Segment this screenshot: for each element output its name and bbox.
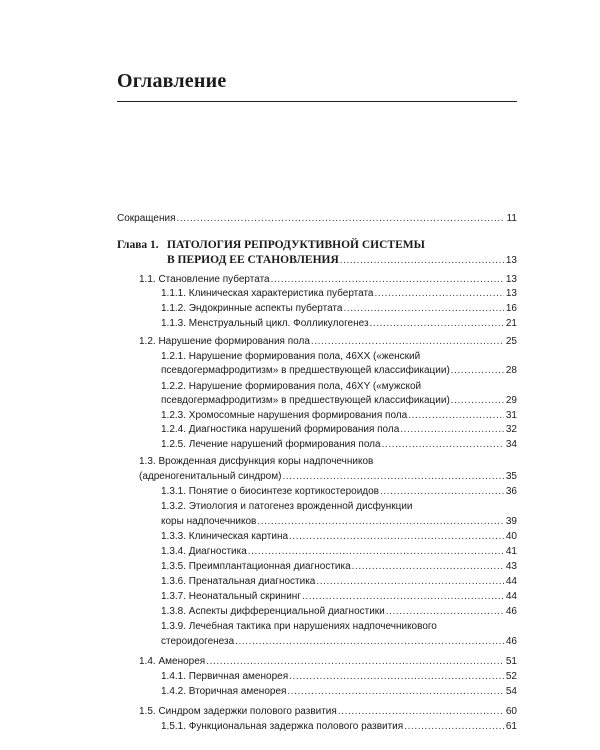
leader-dots	[271, 273, 504, 286]
leader-dots	[340, 254, 505, 268]
toc-entry-title: 1.2.4. Диагностика нарушений формирования пола	[161, 424, 400, 435]
toc-entry-title: (адреногенитальный синдром)	[139, 471, 282, 482]
toc-entry-title: Сокращения	[117, 213, 176, 224]
toc-entry[interactable]	[161, 590, 517, 603]
leader-dots	[176, 212, 504, 225]
toc-entry-title: 1.4.1. Первичная аменорея	[161, 671, 289, 682]
leader-dots	[311, 335, 504, 348]
toc-entry[interactable]	[139, 335, 517, 348]
toc-entry-page: 13	[505, 288, 517, 299]
leader-dots	[257, 515, 504, 528]
toc-entry-page: 32	[505, 424, 517, 435]
toc-entry-title: 1.3.3. Клиническая картина	[161, 531, 289, 542]
toc-entry[interactable]	[139, 705, 517, 718]
toc-entry-page: 29	[505, 395, 517, 406]
toc-entry-abbreviations[interactable]	[117, 212, 517, 225]
toc-entry[interactable]	[161, 720, 517, 733]
toc-entry-title: 1.2.3. Хромосомные нарушения формирования пола	[161, 410, 408, 421]
toc-entry[interactable]	[139, 470, 517, 483]
leader-dots	[287, 685, 504, 698]
leader-dots	[235, 635, 504, 648]
toc-entry-page: 46	[505, 636, 517, 647]
leader-dots	[386, 605, 504, 618]
leader-dots	[316, 575, 504, 588]
toc-entry-title: 1.3.7. Неонатальный скрининг	[161, 591, 301, 602]
leader-dots	[282, 470, 504, 483]
toc-entry-page: 43	[505, 561, 517, 572]
toc-entry-page: 35	[505, 471, 517, 482]
toc-entry-page: 60	[505, 706, 517, 717]
toc-entry-page: 25	[505, 336, 517, 347]
chapter-title-line1: ПАТОЛОГИЯ РЕПРОДУКТИВНОЙ СИСТЕМЫ	[167, 239, 425, 251]
toc-entry-page: 44	[505, 591, 517, 602]
toc-entry-page: 61	[505, 721, 517, 732]
toc-entry-title: 1.1. Становление пубертата	[139, 274, 270, 285]
toc-entry-page: 28	[505, 365, 517, 376]
toc-entry[interactable]	[161, 670, 517, 683]
toc-entry-title: стероидогенеза	[161, 636, 235, 647]
toc-entry-page: 52	[505, 671, 517, 682]
toc-entry[interactable]	[161, 605, 517, 618]
toc-entry-title: 1.5.1. Функциональная задержка полового развития	[161, 721, 404, 732]
chapter-heading-line2[interactable]	[167, 253, 517, 268]
toc-entry-page: 36	[505, 486, 517, 497]
leader-dots	[451, 394, 504, 407]
toc-entry-title: коры надпочечников	[161, 516, 257, 527]
toc-entry-title: псевдогермафродитизм» в предшествующей классификации)	[161, 365, 450, 376]
toc-entry-title: 1.3.8. Аспекты дифференциальной диагностики	[161, 606, 385, 617]
toc-entry-title: псевдогермафродитизм» в предшествующей классификации)	[161, 395, 450, 406]
toc-entry[interactable]	[161, 560, 517, 573]
toc-entry-title: 1.3.4. Диагностика	[161, 546, 247, 557]
toc-entry-page: 54	[505, 686, 517, 697]
toc-entry[interactable]	[161, 635, 517, 648]
leader-dots	[206, 655, 504, 668]
chapter-heading[interactable]	[117, 238, 425, 252]
leader-dots	[352, 560, 504, 573]
toc-entry-page: 13	[505, 274, 517, 285]
toc-entry-page: 44	[505, 576, 517, 587]
toc-entry-page: 16	[505, 303, 517, 314]
toc-entry-page: 34	[505, 439, 517, 450]
leader-dots	[338, 705, 504, 718]
toc-entry-line[interactable]: 1.3. Врожденная дисфункция коры надпочечников	[139, 456, 374, 467]
leader-dots	[375, 287, 505, 300]
leader-dots	[408, 409, 504, 422]
leader-dots	[289, 670, 504, 683]
toc-entry-title: 1.1.2. Эндокринные аспекты пубертата	[161, 303, 343, 314]
leader-dots	[451, 364, 504, 377]
toc-entry-line[interactable]: 1.2.1. Нарушение формирования пола, 46XX («женский	[161, 351, 421, 362]
leader-dots	[404, 720, 504, 733]
leader-dots	[343, 302, 504, 315]
toc-entry[interactable]	[161, 287, 517, 300]
toc-entry[interactable]	[161, 515, 517, 528]
toc-entry-page: 39	[505, 516, 517, 527]
toc-entry-line[interactable]: 1.2.2. Нарушение формирования пола, 46XY («мужской	[161, 381, 422, 392]
leader-dots	[302, 590, 504, 603]
leader-dots	[289, 530, 504, 543]
toc-entry[interactable]	[161, 394, 517, 407]
leader-dots	[400, 423, 504, 436]
toc-entry-title: 1.5. Синдром задержки полового развития	[139, 706, 337, 717]
leader-dots	[380, 485, 504, 498]
toc-entry-title: 1.1.1. Клиническая характеристика пубертата	[161, 288, 374, 299]
toc-entry-title: 1.2. Нарушение формирования пола	[139, 336, 310, 347]
toc-entry[interactable]	[161, 685, 517, 698]
toc-entry-title: 1.3.5. Преимплантационная диагностика	[161, 561, 351, 572]
toc-entry[interactable]	[139, 655, 517, 668]
toc-entry[interactable]	[161, 364, 517, 377]
toc-entry-title: 1.4. Аменорея	[139, 656, 206, 667]
toc-entry[interactable]	[161, 575, 517, 588]
toc-entry-page: 31	[505, 410, 517, 421]
page-title: Оглавление	[117, 70, 227, 92]
toc-entry[interactable]	[161, 485, 517, 498]
toc-entry[interactable]	[161, 545, 517, 558]
toc-entry-line[interactable]: 1.3.2. Этиология и патогенез врожденной дисфункции	[161, 501, 413, 512]
toc-entry-page: 46	[505, 606, 517, 617]
chapter-title-line2: В ПЕРИОД ЕЕ СТАНОВЛЕНИЯ	[167, 254, 339, 266]
toc-entry-page: 21	[505, 318, 517, 329]
toc-entry-title: 1.2.5. Лечение нарушений формирования пола	[161, 439, 381, 450]
leader-dots	[248, 545, 504, 558]
toc-entry[interactable]	[161, 438, 517, 451]
toc-entry-title: 1.3.1. Понятие о биосинтезе кортикостероидов	[161, 486, 379, 497]
toc-entry-page: 40	[505, 531, 517, 542]
toc-entry[interactable]	[161, 423, 517, 436]
toc-entry-line[interactable]: 1.3.9. Лечебная тактика при нарушениях надпочечникового	[161, 621, 437, 632]
toc-entry-title: 1.1.3. Менструальный цикл. Фолликулогенез	[161, 318, 369, 329]
toc-entry-title: 1.3.6. Пренатальная диагностика	[161, 576, 316, 587]
chapter-page: 13	[505, 255, 517, 266]
toc-entry-page: 51	[505, 656, 517, 667]
toc-entry-title: 1.4.2. Вторичная аменорея	[161, 686, 287, 697]
toc-entry[interactable]	[161, 530, 517, 543]
chapter-number: Глава 1.	[117, 239, 159, 251]
toc-entry[interactable]	[139, 273, 517, 286]
toc-entry-page: 11	[506, 213, 517, 224]
leader-dots	[370, 317, 504, 330]
toc-entry[interactable]	[161, 302, 517, 315]
toc-entry[interactable]	[161, 409, 517, 422]
toc-entry[interactable]	[161, 317, 517, 330]
toc-entry-page: 41	[505, 546, 517, 557]
leader-dots	[382, 438, 504, 451]
